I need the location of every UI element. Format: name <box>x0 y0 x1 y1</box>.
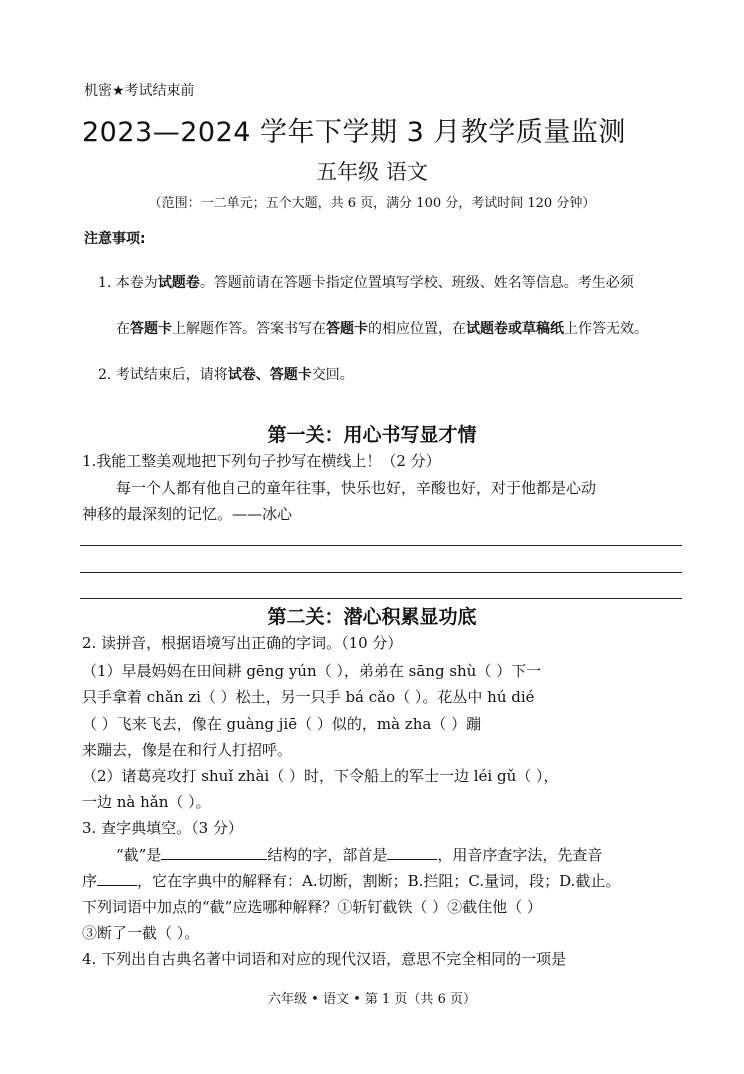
writing-line-1[interactable] <box>80 545 682 546</box>
section-2-heading: 第二关：潜心积累显功底 <box>267 606 477 628</box>
question-2-line-6: 一边 nà hǎn（ ）。 <box>82 793 211 811</box>
radical-blank[interactable] <box>387 845 437 860</box>
exam-title: 2023—2024 学年下学期 3 月教学质量监测 <box>82 117 626 148</box>
question-4: 4. 下列出自古典名著中词语和对应的现代汉语，意思不完全相同的一项是 <box>82 950 567 968</box>
quote-line-1: 每一个人都有他自己的童年往事，快乐也好，辛酸也好，对于他都是心动 <box>116 479 597 497</box>
question-2-line-5: （2）诸葛亮攻打 shuǐ zhài（ ）时，下令船上的军士一边 léi gǔ（ ）， <box>82 767 559 785</box>
confidential-label: 机密★考试结束前 <box>84 83 195 99</box>
structure-blank[interactable] <box>161 845 267 860</box>
section-1-heading: 第一关：用心书写显才情 <box>267 424 477 446</box>
note-2: 2. 考试结束后，请将试卷、答题卡交回。 <box>98 367 354 383</box>
writing-line-2[interactable] <box>80 572 682 573</box>
question-2: 2. 读拼音，根据语境写出正确的字词。（10 分） <box>82 634 403 652</box>
writing-line-3[interactable] <box>80 598 682 599</box>
notes-heading: 注意事项: <box>84 231 146 247</box>
question-3-line-2: 序 ，它在字典中的解释有：A.切断，割断；B.拦阻；C.量词，段；D.截止。 <box>82 872 621 890</box>
sequence-blank[interactable] <box>97 871 137 886</box>
question-3-line-4: ③断了一截（ ）。 <box>82 924 200 942</box>
question-2-line-3: （ ）飞来飞去，像在 guàng jiē（ ）似的，mà zha（ ）蹦 <box>82 715 482 733</box>
page-footer: 六年级 • 语文 • 第 1 页（共 6 页） <box>268 992 476 1007</box>
question-3-line-1: “截”是 结构的字，部首是 ，用音序查字法，先查音 <box>116 846 603 864</box>
question-2-line-2: 只手拿着 chǎn zi（ ）松土，另一只手 bá cǎo（ ）。花丛中 hú dié <box>82 688 535 706</box>
exam-scope: （范围：一二单元；五个大题，共 6 页，满分 100 分，考试时间 120 分钟） <box>148 196 596 211</box>
question-2-line-4: 来蹦去，像是在和行人打招呼。 <box>82 741 293 759</box>
quote-line-2: 神移的最深刻的记忆。——冰心 <box>82 505 293 523</box>
note-1-line-1: 1. 本卷为试题卷。答题前请在答题卡指定位置填写学校、班级、姓名等信息。考生必须 <box>98 275 634 291</box>
question-3: 3. 查字典填空。（3 分） <box>82 819 243 837</box>
note-1-line-2: 在答题卡上解题作答。答案书写在答题卡的相应位置，在试题卷或草稿纸上作答无效。 <box>116 321 648 337</box>
question-2-line-1: （1）早晨妈妈在田间耕 gēng yún（ ），弟弟在 sāng shù（ ）下一 <box>82 662 542 680</box>
exam-subtitle: 五年级 语文 <box>316 160 428 184</box>
question-1: 1.我能工整美观地把下列句子抄写在横线上！（2 分） <box>82 452 441 470</box>
question-3-line-3: 下列词语中加点的“截”应选哪种解释？①斩钉截铁（ ）②截住他（ ） <box>82 898 542 916</box>
